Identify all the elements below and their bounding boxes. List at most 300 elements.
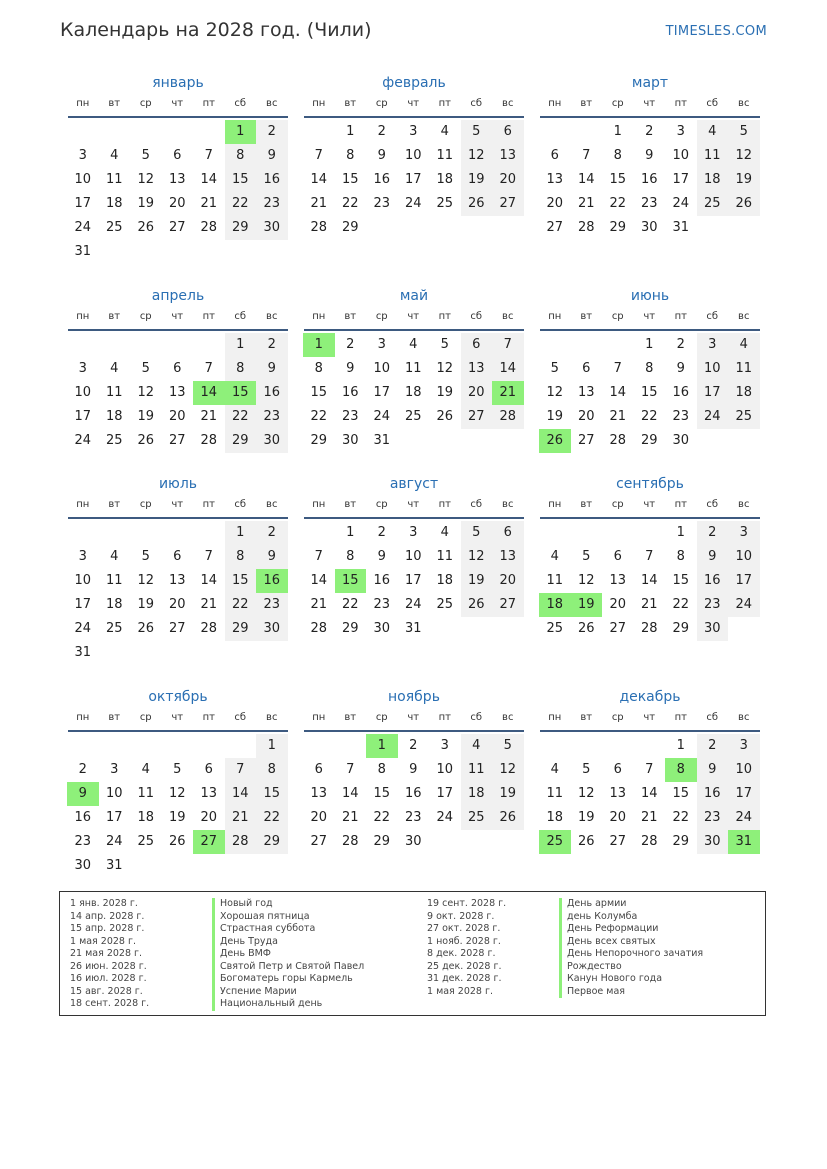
empty-cell xyxy=(303,120,335,144)
weekday-label: пт xyxy=(674,499,687,510)
weekday-label: вс xyxy=(266,98,278,109)
day-cell: 15 xyxy=(672,786,690,801)
empty-cell xyxy=(539,734,571,758)
weekday-label: пт xyxy=(202,499,215,510)
day-cell: 26 xyxy=(461,192,493,216)
day-cell: 4 xyxy=(440,525,449,540)
day-cell: 23 xyxy=(373,196,391,211)
day-cell: 14 xyxy=(200,172,218,187)
day-cell: 10 xyxy=(74,385,92,400)
day-cell: 30 xyxy=(640,220,658,235)
day-cell: 3 xyxy=(728,521,760,545)
weekday-label: пн xyxy=(312,311,326,322)
empty-cell xyxy=(634,734,666,758)
empty-cell xyxy=(492,216,524,240)
day-cell: 12 xyxy=(137,385,155,400)
empty-cell xyxy=(728,216,760,240)
day-cell: 11 xyxy=(728,357,760,381)
weekday-label: ср xyxy=(375,499,388,510)
day-cell: 8 xyxy=(613,148,622,163)
day-cell: 6 xyxy=(173,361,182,376)
weekday-label: ср xyxy=(611,712,624,723)
day-cell: 26 xyxy=(728,192,760,216)
day-cell: 17 xyxy=(436,786,454,801)
weekday-label: пн xyxy=(312,712,326,723)
day-cell: 17 xyxy=(728,569,760,593)
empty-cell xyxy=(130,854,162,878)
day-cell: 19 xyxy=(137,597,155,612)
weekday-label: вт xyxy=(344,712,357,723)
day-cell: 19 xyxy=(461,168,493,192)
day-cell: 9 xyxy=(377,148,386,163)
weekday-label: чт xyxy=(171,98,184,109)
day-cell: 7 xyxy=(492,333,524,357)
day-cell: 24 xyxy=(74,621,92,636)
empty-cell xyxy=(492,429,524,453)
month-name: ноябрь xyxy=(388,689,440,705)
day-cell: 10 xyxy=(74,172,92,187)
empty-cell xyxy=(539,120,571,144)
day-cell: 2 xyxy=(377,124,386,139)
legend-holiday-name: день Колумба xyxy=(559,911,703,924)
weekday-label: пт xyxy=(674,311,687,322)
empty-cell xyxy=(130,240,162,264)
header-divider xyxy=(68,517,288,519)
day-cell: 1 xyxy=(346,124,355,139)
day-cell: 8 xyxy=(225,545,257,569)
day-cell: 21 xyxy=(200,196,218,211)
weekday-label: ср xyxy=(139,499,152,510)
day-cell: 24 xyxy=(373,409,391,424)
day-cell: 4 xyxy=(110,549,119,564)
day-cell: 11 xyxy=(436,549,454,564)
weekday-label: пн xyxy=(548,98,562,109)
legend-holiday-name: Богоматерь горы Кармель xyxy=(212,973,364,986)
empty-cell xyxy=(67,120,99,144)
day-cell: 24 xyxy=(436,810,454,825)
legend-holiday-name: Хорошая пятница xyxy=(212,911,364,924)
day-cell: 10 xyxy=(728,545,760,569)
weekday-label: ср xyxy=(611,499,624,510)
empty-cell xyxy=(697,429,729,453)
day-cell: 15 xyxy=(256,782,288,806)
day-cell: 27 xyxy=(461,405,493,429)
day-cell: 1 xyxy=(225,333,257,357)
day-cell: 23 xyxy=(697,593,729,617)
empty-cell xyxy=(697,216,729,240)
day-cell: 12 xyxy=(492,758,524,782)
weekday-label: вс xyxy=(502,98,514,109)
day-cell: 4 xyxy=(461,734,493,758)
day-cell: 18 xyxy=(539,593,571,617)
day-cell: 22 xyxy=(310,409,328,424)
day-cell: 20 xyxy=(577,409,595,424)
legend-dates-right xyxy=(427,898,506,998)
day-cell: 26 xyxy=(539,429,571,453)
day-cell: 8 xyxy=(676,549,685,564)
day-cell: 20 xyxy=(168,196,186,211)
day-cell: 16 xyxy=(74,810,92,825)
legend-date: 19 сент. 2028 г. xyxy=(427,898,507,909)
day-cell: 30 xyxy=(74,858,92,873)
day-cell: 9 xyxy=(676,361,685,376)
day-cell: 29 xyxy=(225,216,257,240)
day-cell: 12 xyxy=(436,361,454,376)
day-cell: 23 xyxy=(404,810,422,825)
weekday-header xyxy=(539,98,761,116)
legend-holiday-name: Первое мая xyxy=(559,986,703,999)
day-cell: 3 xyxy=(676,124,685,139)
empty-cell xyxy=(429,216,461,240)
day-grid xyxy=(67,120,289,264)
empty-cell xyxy=(429,617,461,641)
day-grid xyxy=(303,120,525,240)
weekday-label: сб xyxy=(706,98,719,109)
day-cell: 19 xyxy=(577,810,595,825)
legend-date: 15 авг. 2028 г. xyxy=(70,985,143,997)
day-cell: 4 xyxy=(550,549,559,564)
legend-names-left xyxy=(212,898,364,1011)
weekday-label: пт xyxy=(202,712,215,723)
day-cell: 3 xyxy=(377,337,386,352)
weekday-label: пн xyxy=(76,98,90,109)
day-cell: 1 xyxy=(366,734,398,758)
day-cell: 14 xyxy=(577,172,595,187)
day-cell: 5 xyxy=(728,120,760,144)
day-cell: 28 xyxy=(640,834,658,849)
month-block xyxy=(67,686,289,878)
day-cell: 17 xyxy=(728,782,760,806)
legend-date: 1 мая 2028 г. xyxy=(427,985,493,997)
day-cell: 29 xyxy=(341,621,359,636)
weekday-label: пн xyxy=(76,712,90,723)
day-cell: 25 xyxy=(137,834,155,849)
month-block xyxy=(539,285,761,453)
weekday-label: пн xyxy=(548,311,562,322)
day-cell: 21 xyxy=(200,409,218,424)
day-cell: 22 xyxy=(256,806,288,830)
day-cell: 23 xyxy=(256,593,288,617)
month-block xyxy=(539,686,761,854)
day-cell: 10 xyxy=(74,573,92,588)
empty-cell xyxy=(162,240,194,264)
header-divider xyxy=(68,116,288,118)
weekday-label: вт xyxy=(344,311,357,322)
day-cell: 26 xyxy=(137,220,155,235)
header-divider xyxy=(540,116,760,118)
weekday-label: ср xyxy=(611,98,624,109)
legend-holiday-name: День Труда xyxy=(212,936,364,949)
day-cell: 25 xyxy=(404,409,422,424)
legend-holiday-name: Новый год xyxy=(212,898,364,911)
day-cell: 24 xyxy=(74,220,92,235)
day-cell: 16 xyxy=(672,385,690,400)
weekday-label: вт xyxy=(108,98,121,109)
month-block xyxy=(303,285,525,453)
weekday-label: ср xyxy=(375,712,388,723)
empty-cell xyxy=(162,734,194,758)
weekday-label: чт xyxy=(643,98,656,109)
weekday-label: пн xyxy=(548,712,562,723)
day-cell: 14 xyxy=(310,172,328,187)
weekday-label: пт xyxy=(438,499,451,510)
day-cell: 6 xyxy=(173,148,182,163)
day-cell: 18 xyxy=(461,782,493,806)
day-cell: 5 xyxy=(141,361,150,376)
day-cell: 7 xyxy=(582,148,591,163)
month-block xyxy=(303,473,525,641)
day-cell: 4 xyxy=(409,337,418,352)
day-cell: 3 xyxy=(728,734,760,758)
day-cell: 5 xyxy=(440,337,449,352)
day-cell: 18 xyxy=(105,597,123,612)
empty-cell xyxy=(99,120,131,144)
day-cell: 25 xyxy=(105,220,123,235)
weekday-label: вс xyxy=(738,311,750,322)
day-cell: 26 xyxy=(577,834,595,849)
day-cell: 8 xyxy=(346,148,355,163)
weekday-label: вт xyxy=(580,98,593,109)
day-cell: 6 xyxy=(204,762,213,777)
day-cell: 22 xyxy=(341,196,359,211)
day-cell: 23 xyxy=(74,834,92,849)
weekday-label: вт xyxy=(108,311,121,322)
month-name: октябрь xyxy=(148,689,208,705)
day-cell: 17 xyxy=(404,172,422,187)
day-cell: 27 xyxy=(577,433,595,448)
day-cell: 2 xyxy=(256,120,288,144)
month-name: май xyxy=(399,288,429,304)
day-grid xyxy=(539,734,761,854)
day-cell: 9 xyxy=(256,545,288,569)
day-cell: 16 xyxy=(373,172,391,187)
day-cell: 28 xyxy=(200,433,218,448)
day-cell: 28 xyxy=(341,834,359,849)
day-cell: 15 xyxy=(225,569,257,593)
weekday-label: пн xyxy=(312,98,326,109)
day-cell: 22 xyxy=(341,597,359,612)
weekday-label: пт xyxy=(438,98,451,109)
empty-cell xyxy=(461,429,493,453)
day-cell: 20 xyxy=(492,569,524,593)
weekday-label: вт xyxy=(580,311,593,322)
day-cell: 20 xyxy=(200,810,218,825)
header-divider xyxy=(304,116,524,118)
weekday-header xyxy=(303,499,525,517)
legend-date: 16 июл. 2028 г. xyxy=(70,973,147,984)
day-cell: 23 xyxy=(672,409,690,424)
day-cell: 8 xyxy=(645,361,654,376)
day-cell: 14 xyxy=(640,786,658,801)
weekday-label: ср xyxy=(375,98,388,109)
month-name: июнь xyxy=(630,288,670,304)
day-cell: 9 xyxy=(697,758,729,782)
day-cell: 5 xyxy=(141,549,150,564)
day-cell: 13 xyxy=(168,172,186,187)
legend-date: 9 окт. 2028 г. xyxy=(427,910,495,922)
empty-cell xyxy=(429,429,461,453)
day-cell: 11 xyxy=(105,573,123,588)
day-cell: 27 xyxy=(609,621,627,636)
weekday-label: вс xyxy=(738,712,750,723)
month-block xyxy=(67,285,289,453)
day-cell: 21 xyxy=(492,381,524,405)
empty-cell xyxy=(461,617,493,641)
day-cell: 9 xyxy=(256,144,288,168)
day-cell: 1 xyxy=(225,521,257,545)
day-cell: 5 xyxy=(492,734,524,758)
day-cell: 15 xyxy=(310,385,328,400)
empty-cell xyxy=(602,521,634,545)
empty-cell xyxy=(130,521,162,545)
day-cell: 26 xyxy=(137,621,155,636)
day-cell: 21 xyxy=(609,409,627,424)
day-grid xyxy=(539,521,761,641)
empty-cell xyxy=(99,333,131,357)
empty-cell xyxy=(398,216,430,240)
day-cell: 27 xyxy=(168,433,186,448)
weekday-label: пт xyxy=(202,311,215,322)
day-cell: 19 xyxy=(546,409,564,424)
empty-cell xyxy=(602,333,634,357)
day-cell: 10 xyxy=(672,148,690,163)
day-cell: 19 xyxy=(571,593,603,617)
day-cell: 5 xyxy=(582,549,591,564)
empty-cell xyxy=(728,617,760,641)
day-cell: 3 xyxy=(110,762,119,777)
day-cell: 19 xyxy=(728,168,760,192)
day-cell: 13 xyxy=(492,545,524,569)
day-cell: 13 xyxy=(609,573,627,588)
month-name: сентябрь xyxy=(616,476,684,492)
empty-cell xyxy=(634,521,666,545)
day-cell: 13 xyxy=(168,573,186,588)
day-cell: 11 xyxy=(105,385,123,400)
day-cell: 11 xyxy=(697,144,729,168)
day-cell: 15 xyxy=(672,573,690,588)
day-cell: 4 xyxy=(550,762,559,777)
month-block xyxy=(67,72,289,264)
day-cell: 7 xyxy=(346,762,355,777)
day-cell: 12 xyxy=(728,144,760,168)
month-name: январь xyxy=(152,75,204,91)
header-divider xyxy=(540,730,760,732)
empty-cell xyxy=(193,521,225,545)
weekday-label: чт xyxy=(643,712,656,723)
day-cell: 15 xyxy=(609,172,627,187)
day-cell: 26 xyxy=(436,409,454,424)
day-cell: 13 xyxy=(577,385,595,400)
day-cell: 3 xyxy=(440,738,449,753)
day-cell: 18 xyxy=(436,172,454,187)
empty-cell xyxy=(225,854,257,878)
day-cell: 14 xyxy=(492,357,524,381)
day-cell: 30 xyxy=(672,433,690,448)
day-cell: 28 xyxy=(200,621,218,636)
day-cell: 12 xyxy=(461,144,493,168)
empty-cell xyxy=(67,734,99,758)
weekday-label: пн xyxy=(76,311,90,322)
weekday-label: чт xyxy=(171,311,184,322)
empty-cell xyxy=(728,429,760,453)
holiday-legend xyxy=(59,891,766,1016)
day-cell: 25 xyxy=(105,621,123,636)
empty-cell xyxy=(162,521,194,545)
day-cell: 26 xyxy=(461,593,493,617)
day-cell: 14 xyxy=(640,573,658,588)
day-cell: 9 xyxy=(409,762,418,777)
empty-cell xyxy=(256,641,288,665)
legend-holiday-name: Страстная суббота xyxy=(212,923,364,936)
day-cell: 14 xyxy=(200,573,218,588)
weekday-label: чт xyxy=(643,499,656,510)
day-cell: 23 xyxy=(373,597,391,612)
day-cell: 13 xyxy=(492,144,524,168)
day-cell: 21 xyxy=(577,196,595,211)
day-cell: 2 xyxy=(676,337,685,352)
day-cell: 11 xyxy=(404,361,422,376)
month-name: декабрь xyxy=(619,689,681,705)
day-cell: 7 xyxy=(314,148,323,163)
day-cell: 8 xyxy=(225,357,257,381)
month-block xyxy=(303,72,525,240)
day-cell: 22 xyxy=(225,405,257,429)
site-link[interactable]: TIMESLES.COM xyxy=(665,24,767,39)
month-name: февраль xyxy=(382,75,446,91)
day-cell: 9 xyxy=(256,357,288,381)
day-cell: 21 xyxy=(640,597,658,612)
empty-cell xyxy=(193,641,225,665)
weekday-label: пн xyxy=(548,499,562,510)
day-cell: 17 xyxy=(74,409,92,424)
day-cell: 6 xyxy=(550,148,559,163)
day-cell: 24 xyxy=(404,597,422,612)
day-cell: 11 xyxy=(436,148,454,163)
empty-cell xyxy=(303,521,335,545)
weekday-header xyxy=(303,712,525,730)
empty-cell xyxy=(193,240,225,264)
day-cell: 27 xyxy=(193,830,225,854)
day-cell: 24 xyxy=(728,593,760,617)
day-cell: 21 xyxy=(225,806,257,830)
day-cell: 24 xyxy=(672,196,690,211)
day-cell: 8 xyxy=(346,549,355,564)
weekday-label: чт xyxy=(407,499,420,510)
day-cell: 26 xyxy=(168,834,186,849)
weekday-label: вс xyxy=(502,712,514,723)
day-cell: 4 xyxy=(141,762,150,777)
day-cell: 18 xyxy=(404,385,422,400)
day-cell: 9 xyxy=(346,361,355,376)
day-cell: 21 xyxy=(341,810,359,825)
day-cell: 6 xyxy=(173,549,182,564)
header-divider xyxy=(304,730,524,732)
legend-dates-left xyxy=(70,898,149,1011)
day-cell: 1 xyxy=(676,738,685,753)
empty-cell xyxy=(539,521,571,545)
day-cell: 24 xyxy=(697,405,729,429)
day-cell: 9 xyxy=(697,545,729,569)
weekday-label: пт xyxy=(202,98,215,109)
weekday-header xyxy=(539,712,761,730)
empty-cell xyxy=(99,734,131,758)
day-cell: 4 xyxy=(697,120,729,144)
empty-cell xyxy=(130,120,162,144)
day-cell: 27 xyxy=(310,834,328,849)
weekday-label: сб xyxy=(234,712,247,723)
day-cell: 3 xyxy=(697,333,729,357)
day-cell: 30 xyxy=(373,621,391,636)
